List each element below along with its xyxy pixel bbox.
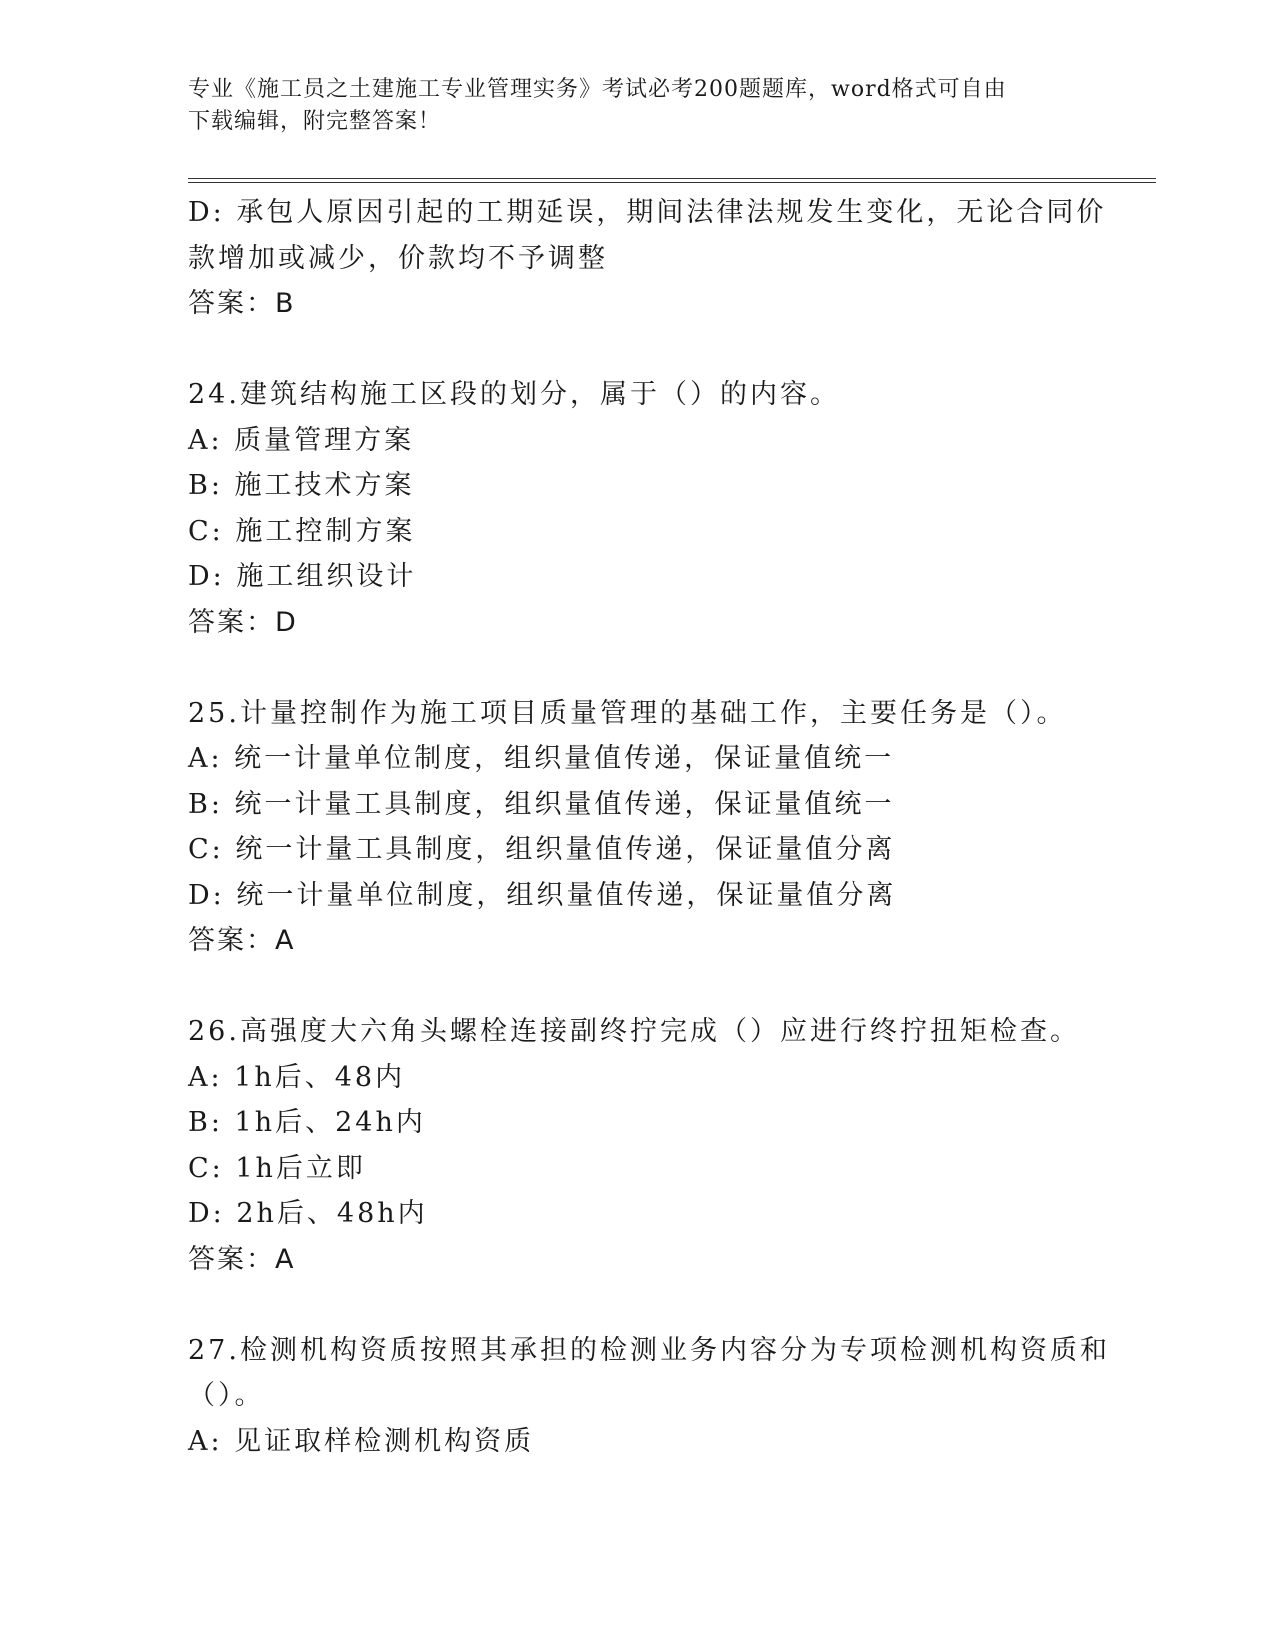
option-a: A: 1h后、48内 [188,1061,406,1093]
option-c: C: 1h后立即 [188,1152,366,1184]
option-a: A: 见证取样检测机构资质 [188,1425,535,1457]
question-content [188,190,1110,1464]
option-d-continued: 款增加或减少，价款均不予调整 [188,242,608,274]
option-c: C: 统一计量工具制度，组织量值传递，保证量值分离 [188,834,896,865]
spacer [188,964,1088,1010]
option-b: B: 施工技术方案 [188,470,415,501]
answer: 答案：A [188,925,296,956]
header-line-1: 专业《施工员之土建施工专业管理实务》考试必考200题题库，word格式可自由 [188,77,1007,102]
option-a: A: 质量管理方案 [188,424,415,456]
document-header [188,74,1068,138]
spacer [188,327,1088,373]
carryover-question [188,190,1107,327]
header-divider [188,178,1156,183]
question-stem: 26.高强度大六角头螺栓连接副终拧完成（）应进行终拧扭矩检查。 [188,1016,1080,1047]
option-d: D: 2h后、48h内 [188,1198,428,1229]
question-stem: 27.检测机构资质按照其承担的检测业务内容分为专项检测机构资质和 [188,1334,1110,1366]
question-25 [188,691,1088,964]
spacer [188,1282,1088,1328]
answer: 答案：B [188,288,296,319]
option-b: B: 1h后、24h内 [188,1107,426,1138]
question-24 [188,372,1088,645]
option-d: D: 施工组织设计 [188,561,417,592]
question-stem: 24.建筑结构施工区段的划分，属于（）的内容。 [188,379,840,410]
question-stem-continued: （）。 [188,1380,265,1411]
answer: 答案：D [188,606,298,638]
option-b: B: 统一计量工具制度，组织量值传递，保证量值统一 [188,788,895,820]
question-26 [188,1009,1088,1282]
answer: 答案：A [188,1243,296,1275]
spacer [188,645,1088,691]
option-d: D: 承包人原因引起的工期延误，期间法律法规发生变化，无论合同价 [188,197,1107,228]
option-a: A: 统一计量单位制度，组织量值传递，保证量值统一 [188,743,895,774]
header-line-2: 下载编辑，附完整答案！ [188,109,442,134]
question-stem: 25.计量控制作为施工项目质量管理的基础工作，主要任务是（）。 [188,697,1067,729]
question-27 [188,1328,1110,1465]
option-d: D: 统一计量单位制度，组织量值传递，保证量值分离 [188,879,897,911]
option-c: C: 施工控制方案 [188,515,416,547]
